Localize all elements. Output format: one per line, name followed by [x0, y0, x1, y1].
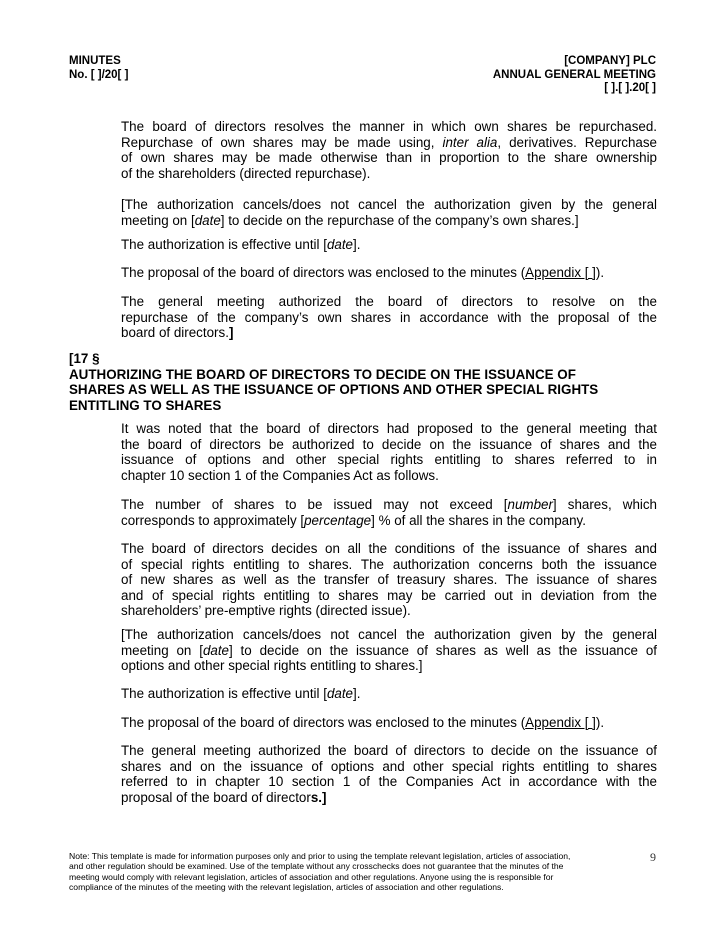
template-disclaimer-note: Note: This template is made for information purposes only and prior to using the template relevant legislation, articles of association, and other regulation should be examined. Use of the template without any crosschecks does not guarantee that the minutes of the meeting would comply with relevant legislation, articles of association and other regulations. Anyone using the is responsible for compliance of the minutes of the meeting with the relevant legislation, articles of association and other regulations. — [69, 851, 571, 893]
meeting-name: ANNUAL GENERAL MEETING — [492, 68, 656, 81]
appendix-link: Appendix [ ] — [525, 715, 596, 730]
page-number: 9 — [650, 850, 656, 864]
s17-paragraph-number: The number of shares to be issued may not exceed [number] shares, which corresponds to approximately [percentage] % of all the shares in the company. — [121, 497, 658, 528]
s16-paragraph-manner: The board of directors resolves the manner in which own shares be repurchased. Repurchase of own shares may be made using, inter alia, derivatives. Repurchase of own shares may be made otherwise than in proportion to the share ownership of the shareholders (directed repurchase). — [121, 119, 658, 181]
section-title-line-2: SHARES AS WELL AS THE ISSUANCE OF OPTIONS AND OTHER SPECIAL RIGHTS — [69, 382, 599, 398]
section-number: [17 § — [69, 351, 100, 366]
s16-paragraph-effective: The authorization is effective until [date]. — [121, 237, 361, 252]
s17-paragraph-cancel: [The authorization cancels/does not cancel the authorization given by the general meeting on [date] to decide on the issuance of shares as well as the issuance of options and other special rights entitling to shares.] — [121, 627, 657, 674]
section-title-line-1: AUTHORIZING THE BOARD OF DIRECTORS TO DECIDE ON THE ISSUANCE OF — [69, 366, 576, 382]
section-title-line-3: ENTITLING TO SHARES — [69, 397, 222, 413]
appendix-link: Appendix [ ] — [525, 265, 596, 280]
header-left — [69, 55, 128, 82]
doc-type: MINUTES — [69, 55, 121, 67]
s17-paragraph-proposal: The proposal of the board of directors was enclosed to the minutes (Appendix [ ]). — [121, 715, 605, 730]
meeting-date: [ ].[ ].20[ ] — [604, 82, 656, 94]
s17-paragraph-authorized: The general meeting authorized the board of directors to decide on the issuance of shares and on the issuance of options and other special rights entitling to shares referred to in chapter 10 section 1 of the Companies Act in accordance with the proposal of the board of directors.] — [121, 743, 657, 805]
section-17-heading — [69, 351, 669, 413]
minutes-number: No. [ ]/20[ ] — [69, 68, 129, 81]
company-name: [COMPANY] PLC — [564, 55, 656, 67]
s17-paragraph-effective: The authorization is effective until [date]. — [121, 686, 361, 701]
s16-paragraph-proposal: The proposal of the board of directors was enclosed to the minutes (Appendix [ ]). — [121, 265, 605, 280]
header-right — [493, 55, 656, 96]
s17-paragraph-conditions: The board of directors decides on all the conditions of the issuance of shares and of special rights entitling to shares. The authorization concerns both the issuance of new shares as well as the transfer of treasury shares. The issuance of shares and of special rights entitling to shares may be carried out in deviation from the shareholders’ pre-emptive rights (directed issue). — [121, 541, 657, 619]
s16-paragraph-cancel: [The authorization cancels/does not cancel the authorization given by the general meeting on [date] to decide on the repurchase of the company’s own shares.] — [121, 197, 657, 228]
s17-paragraph-noted: It was noted that the board of directors had proposed to the general meeting that the board of directors be authorized to decide on the issuance of shares and the issuance of options and other special rights entitling to shares referred to in chapter 10 section 1 of the Companies Act as follows. — [121, 421, 657, 483]
s16-paragraph-authorized: The general meeting authorized the board of directors to resolve on the repurchase of the company’s own shares in accordance with the proposal of the board of directors.] — [121, 294, 657, 341]
